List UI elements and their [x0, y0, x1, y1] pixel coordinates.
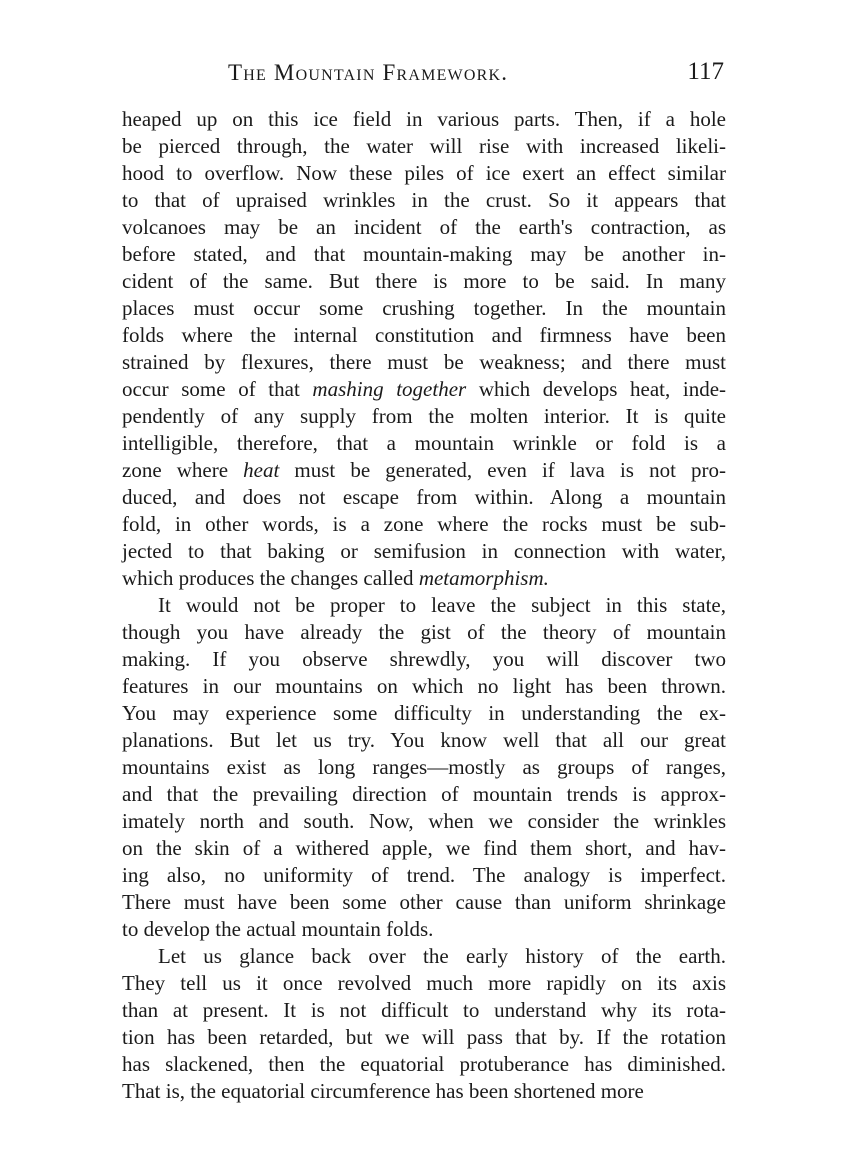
paragraph: [122, 592, 726, 943]
paragraph: [122, 943, 726, 1105]
text-line: to that of upraised wrinkles in the crust. So it appears that: [122, 188, 726, 212]
text-line: tion has been retarded, but we will pass that by. If the rotation: [122, 1025, 726, 1049]
text-line: imately north and south. Now, when we consider the wrinkles: [122, 809, 726, 833]
text-line: planations. But let us try. You know well that all our great: [122, 728, 726, 752]
text-line: That is, the equatorial circumference has been shortened more: [122, 1079, 644, 1103]
page-number: 117: [687, 58, 724, 85]
text-line: They tell us it once revolved much more rapidly on its axis: [122, 971, 726, 995]
text-line: zone where heat must be generated, even if lava is not pro-: [122, 458, 727, 482]
text-line: to develop the actual mountain folds.: [122, 917, 434, 941]
text-line: which produces the changes called metamorphism.: [122, 566, 549, 590]
text-line: jected to that baking or semifusion in connection with water,: [122, 539, 726, 563]
text-line: ing also, no uniformity of trend. The analogy is imperfect.: [122, 863, 726, 887]
text-line: Let us glance back over the early history of the earth.: [158, 944, 726, 968]
text-line: before stated, and that mountain-making may be another in-: [122, 242, 726, 266]
text-line: making. If you observe shrewdly, you will discover two: [122, 647, 726, 671]
text-line: places must occur some crushing together. In the mountain: [122, 296, 726, 320]
text-line: pendently of any supply from the molten interior. It is quite: [122, 404, 726, 428]
text-line: features in our mountains on which no light has been thrown.: [122, 674, 726, 698]
text-line: hood to overflow. Now these piles of ice exert an effect similar: [122, 161, 726, 185]
page-header: [122, 60, 726, 94]
text-line: heaped up on this ice field in various parts. Then, if a hole: [122, 107, 726, 131]
text-line: strained by flexures, there must be weakness; and there must: [122, 350, 726, 374]
running-title: The Mountain Framework.: [228, 60, 509, 85]
text-line: on the skin of a withered apple, we find them short, and hav-: [122, 836, 726, 860]
paragraph: [122, 106, 726, 592]
text-line: cident of the same. But there is more to be said. In many: [122, 269, 726, 293]
text-line: fold, in other words, is a zone where the rocks must be sub-: [122, 512, 726, 536]
text-line: occur some of that mashing together which develops heat, inde-: [122, 377, 727, 401]
text-line: It would not be proper to leave the subject in this state,: [158, 593, 726, 617]
body-text: [122, 106, 726, 1105]
text-line: duced, and does not escape from within. Along a mountain: [122, 485, 726, 509]
text-line: You may experience some difficulty in understanding the ex-: [122, 701, 726, 725]
text-line: and that the prevailing direction of mountain trends is approx-: [122, 782, 726, 806]
text-line: intelligible, therefore, that a mountain wrinkle or fold is a: [122, 431, 726, 455]
text-line: has slackened, then the equatorial protuberance has diminished.: [122, 1052, 726, 1076]
text-line: be pierced through, the water will rise with increased likeli-: [122, 134, 726, 158]
text-line: mountains exist as long ranges—mostly as groups of ranges,: [122, 755, 726, 779]
text-line: than at present. It is not difficult to understand why its rota-: [122, 998, 726, 1022]
text-line: There must have been some other cause than uniform shrinkage: [122, 890, 726, 914]
text-line: volcanoes may be an incident of the earth's contraction, as: [122, 215, 726, 239]
text-line: folds where the internal constitution and firmness have been: [122, 323, 726, 347]
text-line: though you have already the gist of the theory of mountain: [122, 620, 726, 644]
